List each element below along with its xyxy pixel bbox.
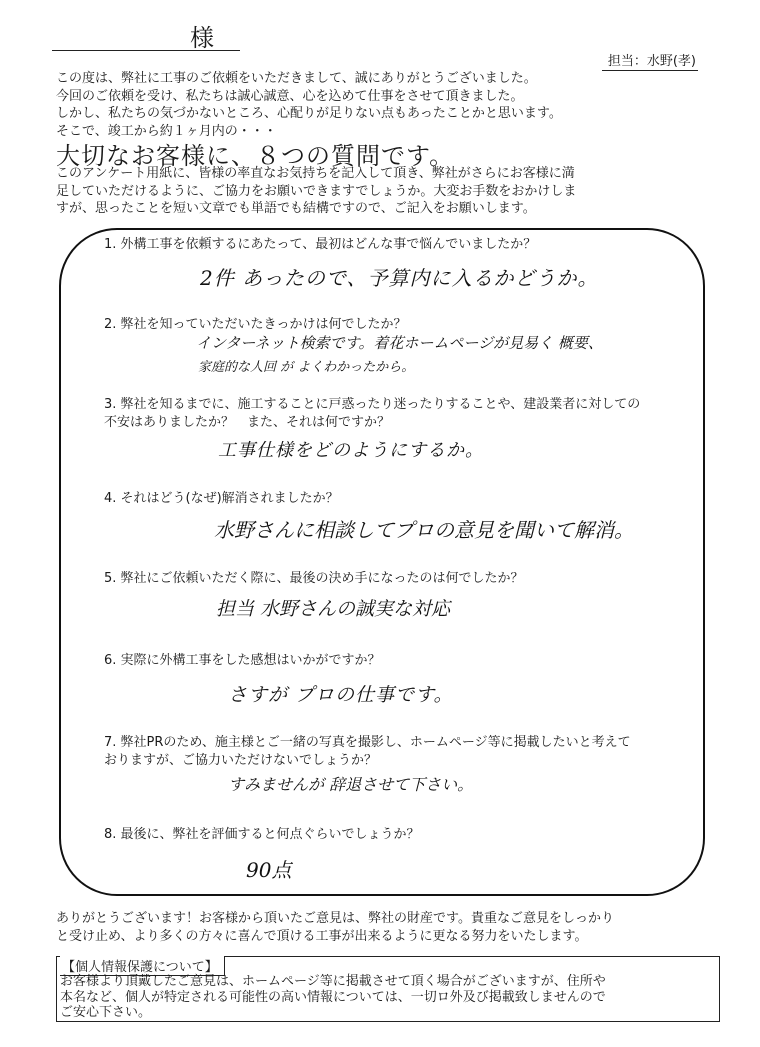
answer-7: すみませんが 辞退させて下さい。 — [228, 775, 474, 794]
privacy-line: ご安心下さい。 — [60, 1005, 152, 1020]
request-line: すが、思ったことを短い文章でも単語でも結構ですので、ご記入をお願いします。 — [56, 201, 536, 216]
question-text: おりますが、ご協力いただけないでしょうか？ — [104, 753, 378, 768]
answer-1: 2件 あったので、予算内に入るかどうか。 — [200, 266, 599, 290]
question-text: 2. 弊社を知っていただいたきっかけは何でしたか？ — [104, 317, 407, 332]
intro-line: 今回のご依頼を受け、私たちは誠心誠意、心を込めて仕事をさせて頂きました。 — [56, 88, 524, 104]
person-in-charge: 担当：水野(孝) — [602, 50, 698, 71]
question-text: 3. 弊社を知るまでに、施工することに戸惑ったり迷ったりすることや、建設業者に対しての — [104, 397, 641, 412]
privacy-title: 【個人情報保護について】 — [60, 956, 225, 976]
headline: 大切なお客様に、８つの質問です。 — [56, 142, 455, 170]
question-3 — [104, 396, 684, 432]
intro-line: この度は、弊社に工事のご依頼をいただきまして、誠にありがとうございました。 — [56, 71, 537, 86]
question-4 — [104, 490, 684, 508]
question-text: 8. 最後に、弊社を評価すると何点ぐらいでしょうか？ — [104, 827, 420, 842]
request-line: このアンケート用紙に、皆様の率直なお気持ちを記入して頂き、弊社がさらにお客様に満 — [56, 166, 575, 181]
question-text: 7. 弊社PRのため、施主様とご一緒の写真を撮影し、ホームページ等に掲載したいと考えて — [104, 735, 631, 750]
closing-line: ありがとうございます！お客様から頂いたご意見は、弊社の財産です。貴重なご意見をしっかり — [56, 911, 614, 926]
answer-4: 水野さんに相談してプロの意見を聞いて解消。 — [214, 518, 634, 542]
privacy-line: 本名など、個人が特定される可能性の高い情報については、一切ロ外及び掲載致しませんので — [60, 989, 606, 1005]
question-text: 5. 弊社にご依頼いただく際に、最後の決め手になったのは何でしたか？ — [104, 571, 524, 586]
question-text: 6. 実際に外構工事をした感想はいかがですか？ — [104, 653, 381, 668]
intro-line: しかし、私たちの気づかないところ、心配りが足りない点もあったことかと思います。 — [56, 106, 562, 121]
answer-2-line-2: 家庭的な人回 が よくわかったから。 — [198, 360, 415, 375]
privacy-line: お客様より頂戴したご意見は、ホームページ等に掲載させて頂く場合がございますが、住所や — [60, 974, 606, 989]
answer-8: 90点 — [246, 858, 292, 882]
answer-2-line-1: インターネット検索です。着花ホームページが見易く 概要、 — [196, 334, 603, 352]
answer-6: さすが プロの仕事です。 — [228, 684, 454, 706]
question-8 — [104, 826, 684, 844]
answer-3: 工事仕様をどのようにするか。 — [218, 440, 484, 461]
privacy-body — [60, 974, 714, 1021]
privacy-notice-box — [56, 956, 720, 1022]
intro-text — [56, 70, 716, 140]
honorific-sama: 様 — [190, 24, 214, 52]
question-1 — [104, 236, 684, 254]
answer-5: 担当 水野さんの誠実な対応 — [216, 598, 451, 620]
closing-line: と受け止め、より多くの方々に喜んで頂ける工事が出来るように更なる努力をいたします。 — [56, 928, 588, 944]
question-7 — [104, 734, 684, 770]
question-5 — [104, 570, 684, 588]
request-line: 足していただけるように、ご協力をお願いできますでしょうか。大変お手数をおかけしま — [56, 183, 577, 199]
closing-text — [56, 910, 726, 945]
question-text: 不安はありましたか？ また、それは何ですか？ — [104, 415, 391, 430]
question-6 — [104, 652, 684, 670]
question-text: 1. 外構工事を依頼するにあたって、最初はどんな事で悩んでいましたか？ — [104, 237, 537, 252]
intro-line: そこで、竣工から約１ヶ月内の・・・ — [56, 123, 277, 139]
question-text: 4. それはどう(なぜ)解消されましたか？ — [104, 491, 339, 506]
request-text — [56, 165, 726, 218]
